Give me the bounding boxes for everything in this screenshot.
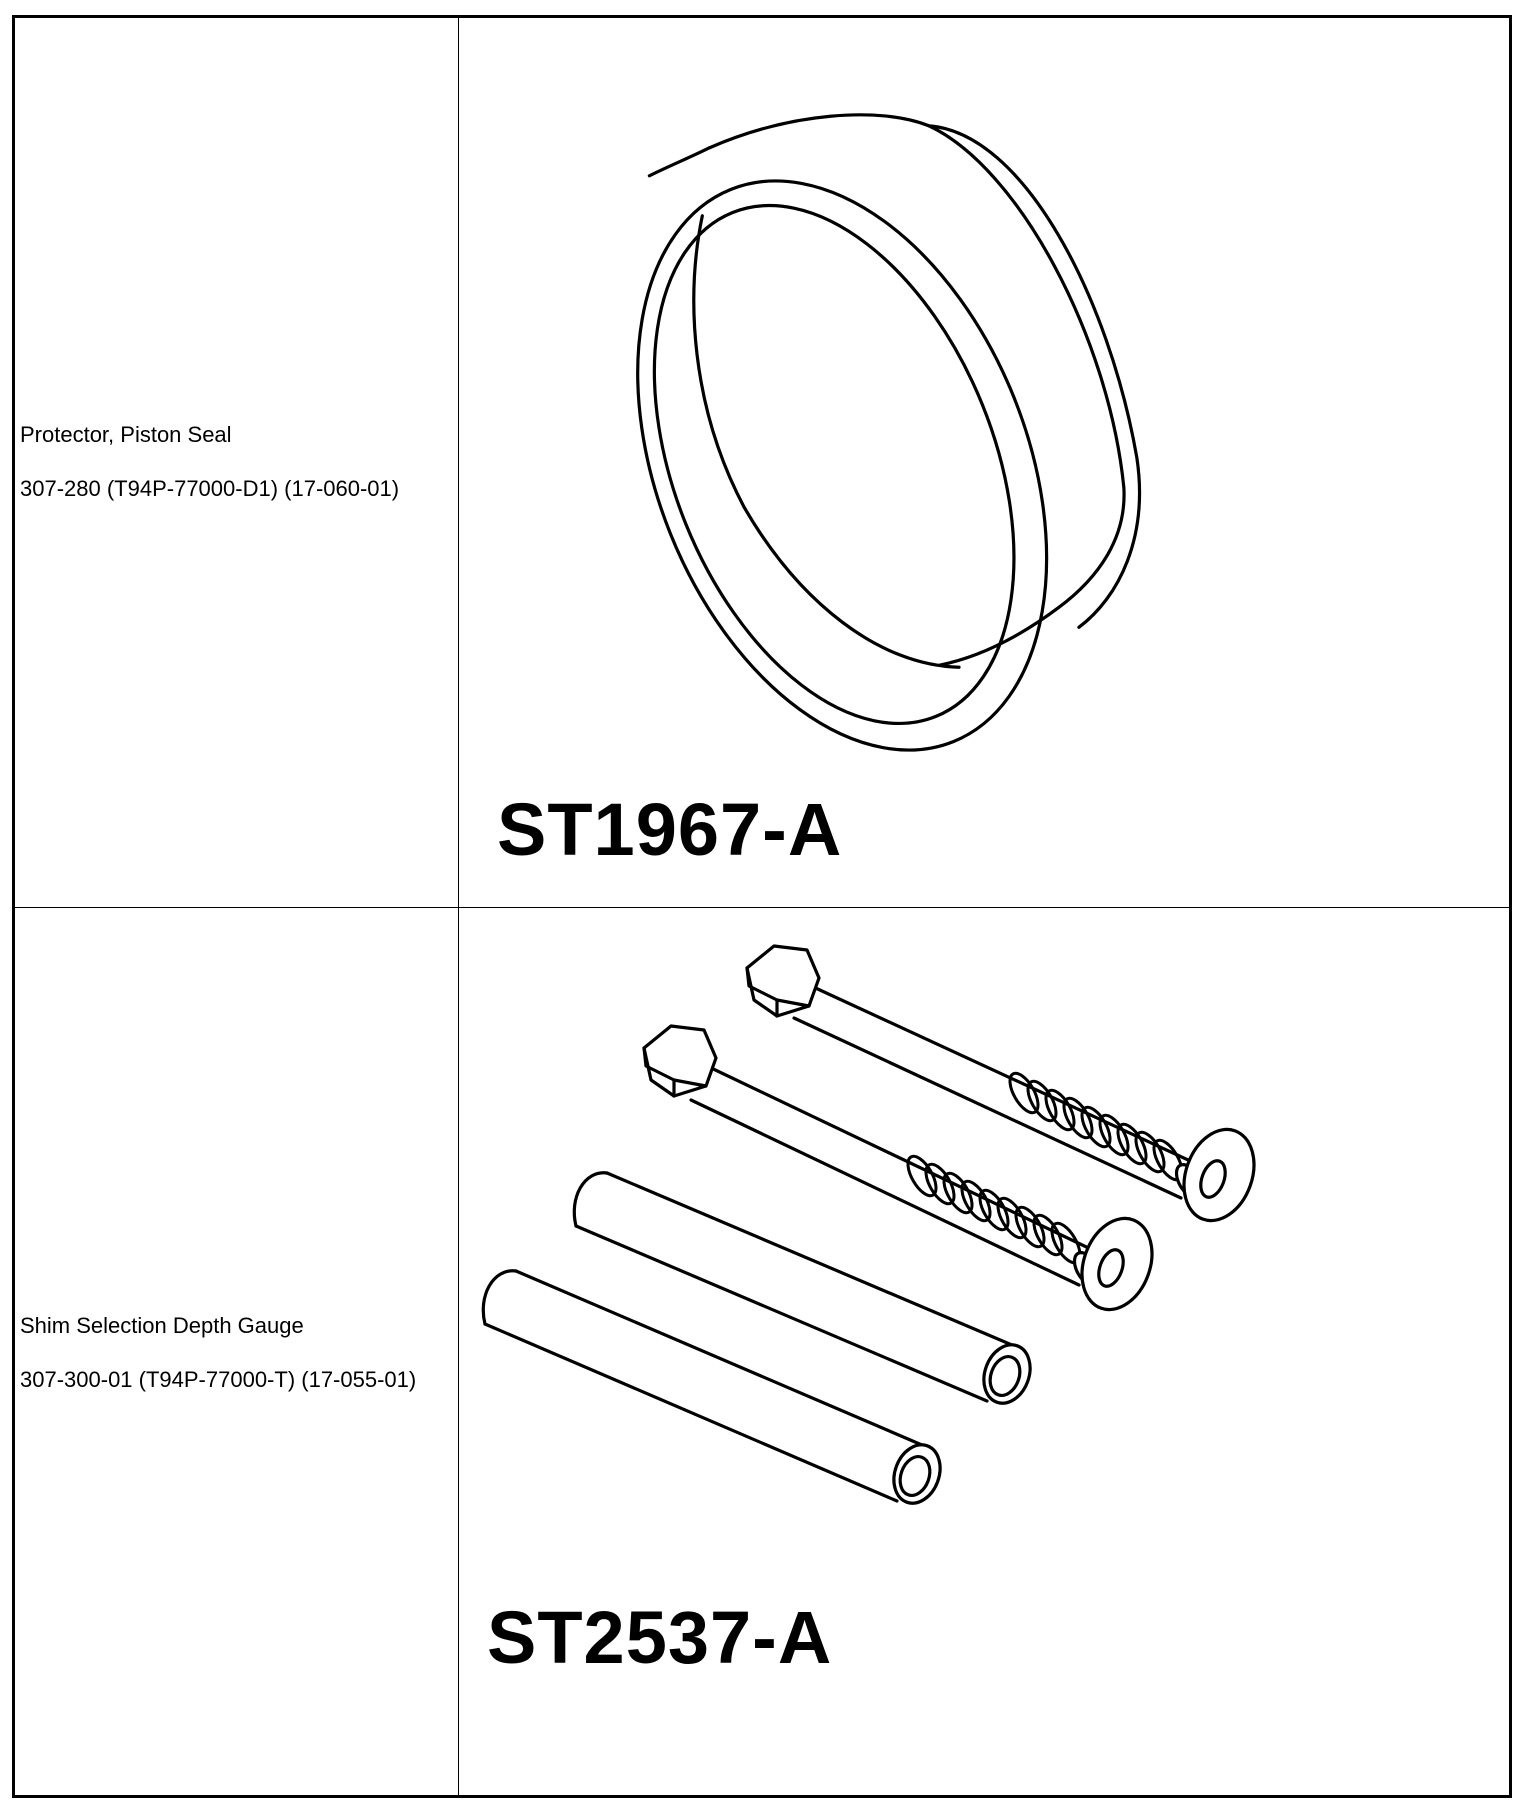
- bolt-upper: [747, 946, 1266, 1230]
- tool-part-numbers: 307-280 (T94P-77000-D1) (17-060-01): [20, 476, 400, 501]
- tool-description-cell: [15, 18, 459, 907]
- figure-label: ST2537-A: [487, 1596, 833, 1679]
- special-tools-table: [12, 15, 1512, 1798]
- tool-description: [20, 421, 450, 502]
- tool-name: Shim Selection Depth Gauge: [20, 1313, 304, 1338]
- tool-name: Protector, Piston Seal: [20, 422, 232, 447]
- tool-illustration-cell: [459, 18, 1509, 907]
- tool-description-cell: [15, 908, 459, 1795]
- tool-description: [20, 1312, 450, 1393]
- spacer-tube-lower: [483, 1271, 948, 1510]
- figure-label: ST1967-A: [497, 788, 843, 871]
- tool-illustration-cell: [459, 908, 1509, 1795]
- tool-row: [15, 908, 1509, 1795]
- piston-seal-protector-ring-drawing: [459, 18, 1509, 907]
- tool-row: [15, 18, 1509, 908]
- tool-part-numbers: 307-300-01 (T94P-77000-T) (17-055-01): [20, 1367, 417, 1392]
